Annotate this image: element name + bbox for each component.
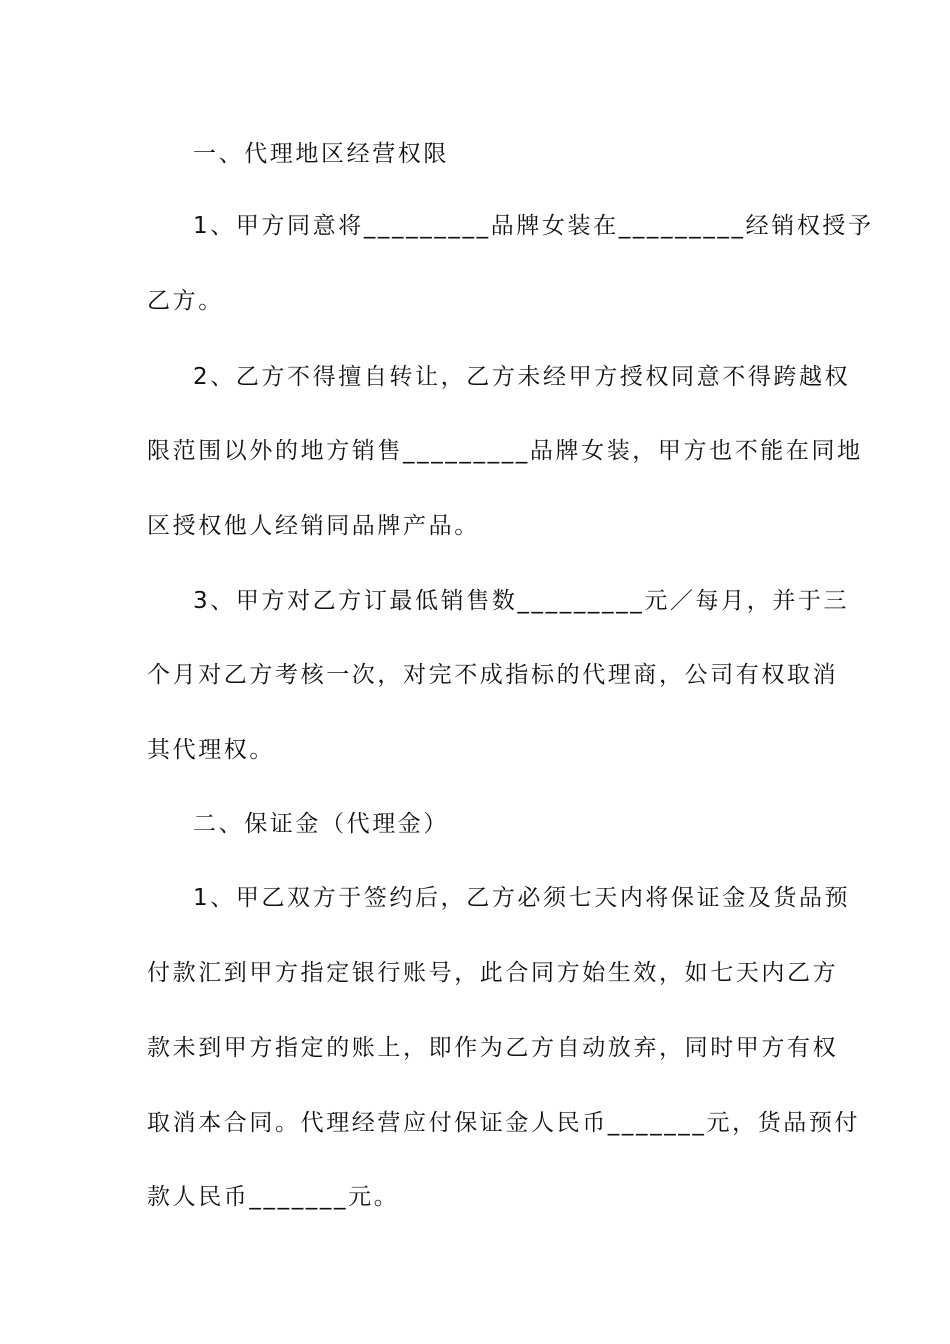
paragraph-line: 取消本合同。代理经营应付保证金人民币_______元，货品预付 [147,1110,861,1136]
paragraph-line: 区授权他人经销同品牌产品。 [147,513,480,539]
paragraph-line: 其代理权。 [147,737,275,763]
paragraph-line: 付款汇到甲方指定银行账号，此合同方始生效，如七天内乙方 [147,960,839,986]
paragraph-line: 限范围以外的地方销售_________品牌女装，甲方也不能在同地 [147,438,863,464]
paragraph-line: 个月对乙方考核一次，对完不成指标的代理商，公司有权取消 [147,662,839,688]
paragraph-line: 1、甲方同意将_________品牌女装在_________经销权授予 [193,213,874,239]
paragraph-line: 2、乙方不得擅自转让，乙方未经甲方授权同意不得跨越权 [193,364,851,390]
paragraph-line: 乙方。 [147,288,224,314]
section-heading-deposit: 二、保证金（代理金） [193,811,449,837]
paragraph-line: 1、甲乙双方于签约后，乙方必须七天内将保证金及货品预 [193,885,851,911]
paragraph-line: 3、甲方对乙方订最低销售数_________元／每月，并于三 [193,588,850,614]
paragraph-line: 款人民币_______元。 [147,1184,400,1210]
section-heading-agency-area: 一、代理地区经营权限 [193,141,449,167]
paragraph-line: 款未到甲方指定的账上，即作为乙方自动放弃，同时甲方有权 [147,1035,839,1061]
